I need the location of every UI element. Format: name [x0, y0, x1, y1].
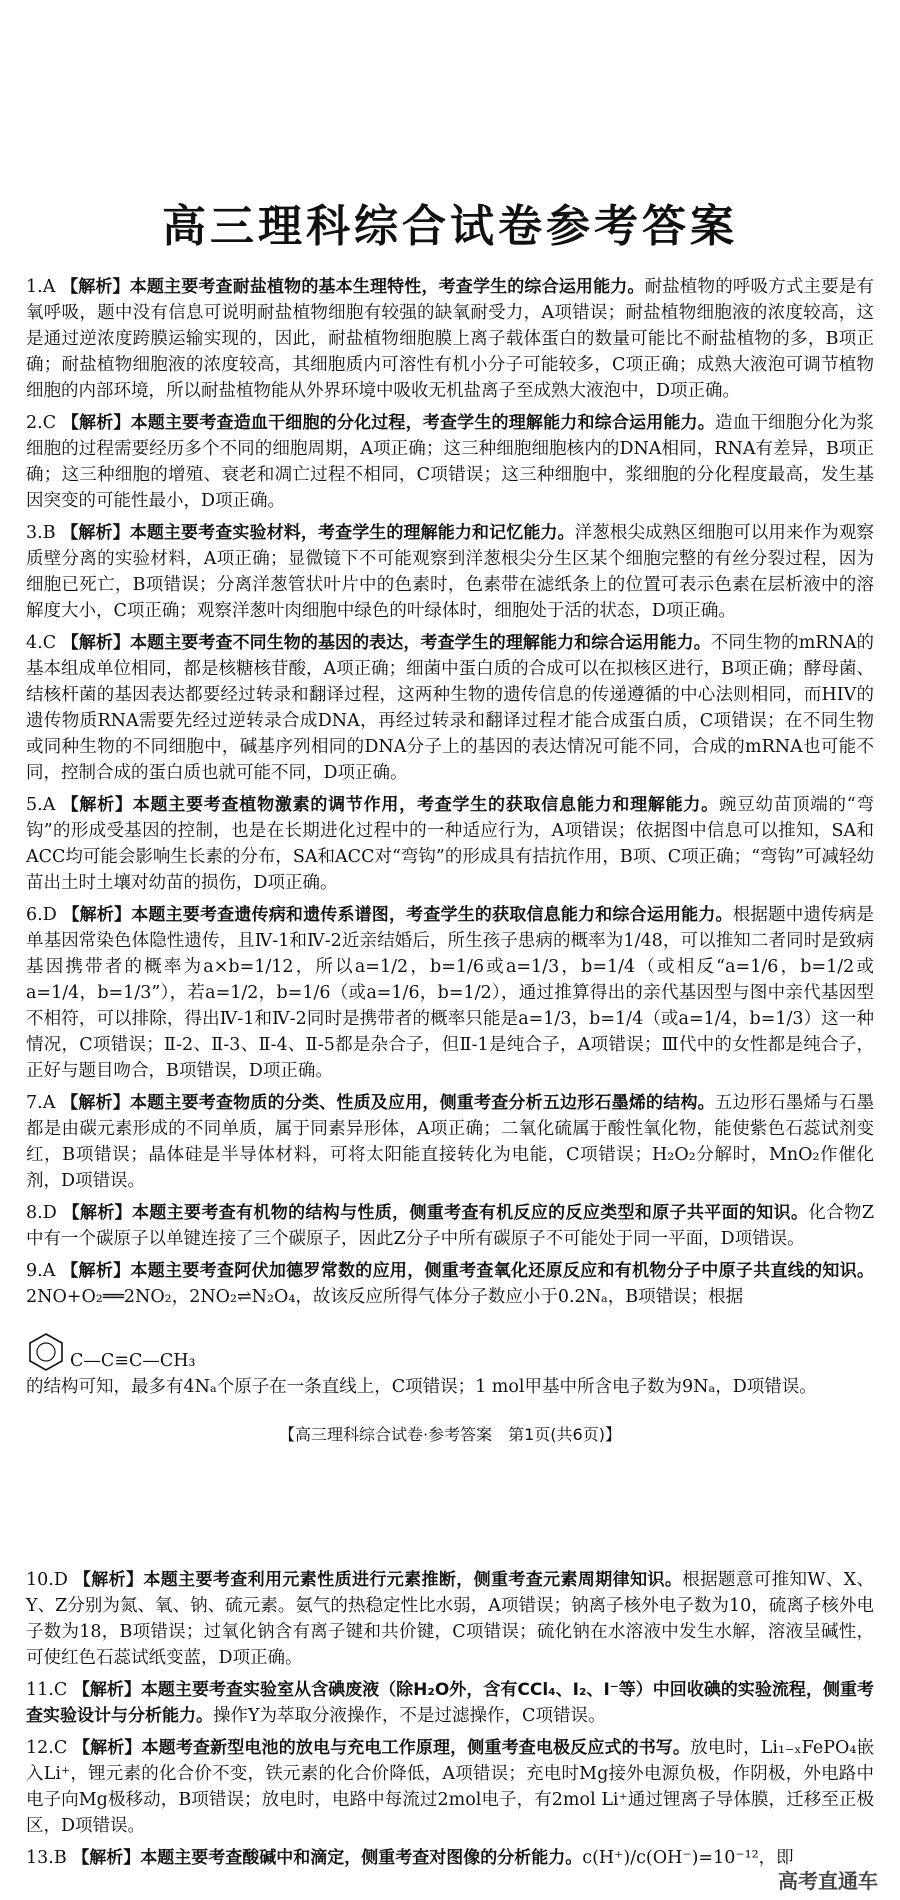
q9-formula-text: 的结构可知，最多有4Nₐ个原子在一条直线上，C项错误；1 mol甲基中所含电子数为9Nₐ，D项错误。 [26, 1377, 817, 1397]
answer-item-3: 3.B 【解析】本题主要考查实验材料，考查学生的理解能力和记忆能力。洋葱根尖成熟区细胞可以用来作为观察质壁分离的实验材料，A项正确；显微镜下不可能观察到洋葱根尖分生区某个细胞完整的有丝分裂过程，因为细胞已死亡，B项错误；分离洋葱管状叶片中的色素时，色素带在滤纸条上的位置可表示色素在层析液中的溶解度大小，C项正确；观察洋葱叶肉细胞中绿色的叶绿体时，细胞处于活的状态，D项正确。 [26, 523, 874, 621]
answer-item-1: 1.A 【解析】本题主要考查耐盐植物的基本生理特性，考查学生的综合运用能力。耐盐植物的呼吸方式主要是有氧呼吸，题中没有信息可说明耐盐植物细胞有较强的缺氧耐受力，A项错误；耐盐植物细胞液的浓度较高，这是通过逆浓度跨膜运输实现的，因此，耐盐植物细胞膜上离子载体蛋白的数量可能比不耐盐植物的多，B项正确；耐盐植物细胞液的浓度较高，其细胞质内可溶性有机小分子可能较多，C项正确；成熟大液泡可调节植物细胞的内部环境，所以耐盐植物能从外界环境中吸收无机盐离子至成熟大液泡中，D项正确。 [26, 277, 874, 401]
answer-item-10: 10.D 【解析】本题主要考查利用元素性质进行元素推断，侧重考查元素周期律知识。根据题意可推知W、X、Y、Z分别为氮、氧、钠、硫元素。氨气的热稳定性比水弱，A项错误；钠离子核外电子数为10，硫离子核外电子数为18，B项错误；过氧化钠含有离子键和共价键，C项错误；硫化钠在水溶液中发生水解，溶液呈碱性，可使红色石蕊试纸变蓝，D项正确。 [26, 1570, 874, 1668]
answer-list [26, 274, 874, 1400]
answer-item-11: 11.C 【解析】本题主要考查实验室从含碘废液（除H₂O外，含有CCl₄、I₂、I⁻等）中回收碘的实验流程，侧重考查实验设计与分析能力。操作Y为萃取分液操作，不是过滤操作，C项错误。 [26, 1680, 874, 1726]
answer-item-9: 9.A 【解析】本题主要考查阿伏加德罗常数的应用，侧重考查氧化还原反应和有机物分子中原子共直线的知识。2NO+O₂══2NO₂，2NO₂⇌N₂O₄，故该反应所得气体分子数应小于0.2Nₐ，B项错误；根据 C—C≡C—CH₃ 的结构可知，最多有4Nₐ个原子在一条直线上，C项错误；1 mol甲基中所含电子数为9Nₐ，D项错误。 [26, 1261, 874, 1397]
answer-list-page-2 [26, 1567, 874, 1871]
answer-item-5: 5.A 【解析】本题主要考查植物激素的调节作用，考查学生的获取信息能力和理解能力。豌豆幼苗顶端的“弯钩”的形成受基因的控制，也是在长期进化过程中的一种适应行为，A项错误；依据图中信息可以推知，SA和ACC均可能会影响生长素的分布，SA和ACC对“弯钩”的形成具有拮抗作用，B项、C项正确；“弯钩”可减轻幼苗出土时土壤对幼苗的损伤，D项正确。 [26, 795, 874, 893]
benzene-ring-icon [26, 1330, 66, 1374]
structure-formula [26, 1324, 874, 1374]
answer-item-12: 12.C 【解析】本题考查新型电池的放电与充电工作原理，侧重考查电极反应式的书写。放电时，Li₁₋ₓFePO₄嵌入Li⁺，锂元素的化合价不变，铁元素的化合价降低，A项错误；充电时Mg接外电源负极，作阴极，外电路中电子向Mg极移动，B项错误；放电时，电路中每流过2mol电子，有2mol Li⁺通过锂离子导体膜，迁移至正极区，D项错误。 [26, 1738, 874, 1836]
page-title: 高三理科综合试卷参考答案 [162, 201, 738, 252]
page-footer: 【高三理科综合试卷·参考答案 第1页(共6页)】 [279, 1425, 621, 1444]
answer-item-7: 7.A 【解析】本题主要考查物质的分类、性质及应用，侧重考查分析五边形石墨烯的结构。五边形石墨烯与石墨都是由碳元素形成的不同单质，属于同素异形体，A项正确；二氧化硫属于酸性氧化物，能使紫色石蕊试剂变红，B项错误；晶体硅是半导体材料，可将太阳能直接转化为电能，C项错误；H₂O₂分解时，MnO₂作催化剂，D项错误。 [26, 1093, 875, 1191]
answer-item-13: 13.B 【解析】本题主要考查酸碱中和滴定，侧重考查对图像的分析能力。c(H⁺)/c(OH⁻)=10⁻¹²，即 [26, 1848, 794, 1868]
page-break [26, 1445, 874, 1567]
answer-item-8: 8.D 【解析】本题主要考查有机物的结构与性质，侧重考查有机反应的反应类型和原子共平面的知识。化合物Z中有一个碳原子以单键连接了三个碳原子，因此Z分子中所有碳原子不可能处于同一平面，D项错误。 [26, 1203, 874, 1249]
answer-item-4: 4.C 【解析】本题主要考查不同生物的基因的表达，考查学生的理解能力和综合运用能力。不同生物的mRNA的基本组成单位相同，都是核糖核苷酸，A项正确；细菌中蛋白质的合成可以在拟核区进行，B项正确；酵母菌、结核杆菌的基因表达都要经过转录和翻译过程，这两种生物的遗传信息的传递遵循的中心法则相同，而HIV的遗传物质RNA需要先经过逆转录合成DNA，再经过转录和翻译过程才能合成蛋白质，C项错误；在不同生物或同种生物的不同细胞中，碱基序列相同的DNA分子上的基因的表达情况可能不同，合成的mRNA也可能不同，控制合成的蛋白质也就可能不同，D项正确。 [26, 633, 874, 783]
answer-item-2: 2.C 【解析】本题主要考查造血干细胞的分化过程，考查学生的理解能力和综合运用能力。造血干细胞分化为浆细胞的过程需要经历多个不同的细胞周期，A项正确；这三种细胞细胞核内的DNA相同，RNA有差异，B项正确；这三种细胞的增殖、衰老和凋亡过程不相同，C项错误；这三种细胞中，浆细胞的分化程度最高，发生基因突变的可能性最小，D项正确。 [26, 413, 875, 511]
watermark-logo: 高考直通车 [778, 1869, 878, 1893]
alkyne-chain: C—C≡C—CH₃ [70, 1351, 196, 1371]
answer-item-6: 6.D 【解析】本题主要考查遗传病和遗传系谱图，考查学生的获取信息能力和综合运用能力。根据题中遗传病是单基因常染色体隐性遗传，且Ⅳ-1和Ⅳ-2近亲结婚后，所生孩子患病的概率为1/48，可以推知二者同时是致病基因携带者的概率为a×b=1/12，所以a=1/2，b=1/6或a=1/3，b=1/4（或相反“a=1/6，b=1/2或a=1/4，b=1/3”），若a=1/2，b=1/6（或a=1/6，b=1/2），通过推算得出的亲代基因型与图中亲代基因型不相符，可以排除，得出Ⅳ-1和Ⅳ-2同时是携带者的概率只能是a=1/3，b=1/4（或a=1/4，b=1/3）这一种情况，C项错误；Ⅱ-2、Ⅱ-3、Ⅱ-4、Ⅱ-5都是杂合子，但Ⅱ-1是纯合子，A项错误；Ⅲ代中的女性都是纯合子，正好与题目吻合，B项错误，D项正确。 [26, 905, 874, 1081]
